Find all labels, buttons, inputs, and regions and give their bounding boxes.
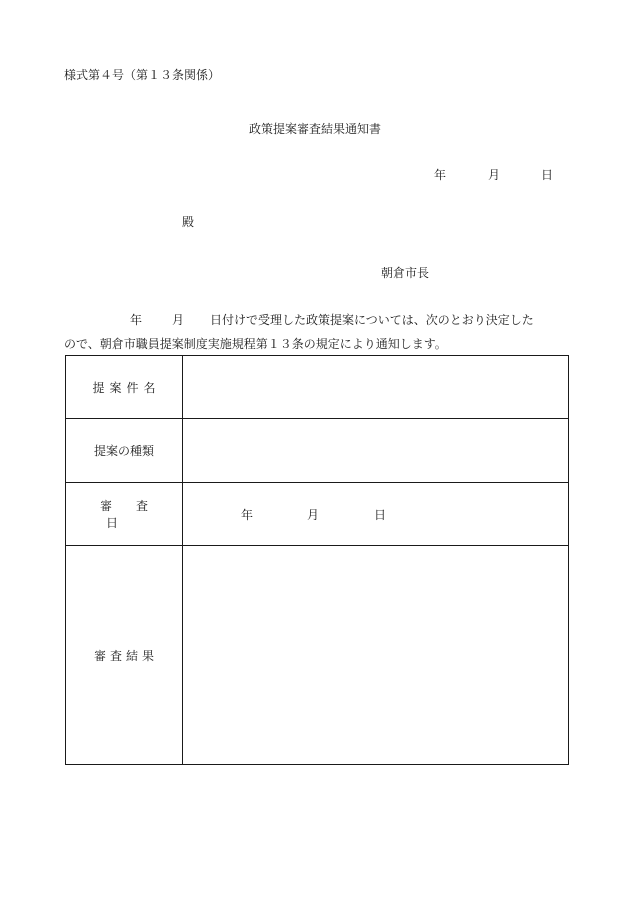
addressee-honorific: 殿 — [182, 215, 195, 229]
proposal-name-label-cell — [66, 356, 183, 419]
review-result-value[interactable] — [183, 546, 569, 765]
table-row — [66, 546, 569, 765]
document-title: 政策提案審査結果通知書 — [248, 122, 381, 136]
review-date-day-label: 日 — [374, 508, 387, 522]
review-result-label: 審査結果 — [93, 648, 158, 663]
result-table — [65, 355, 569, 765]
proposal-name-label: 提案件名 — [92, 380, 161, 395]
proposal-type-label-cell — [66, 419, 183, 483]
proposal-name-value[interactable] — [183, 356, 569, 419]
table-row — [66, 356, 569, 419]
review-result-label-cell — [66, 546, 183, 765]
table-row — [66, 419, 569, 483]
review-date-month-label: 月 — [307, 508, 320, 522]
body-text-line-2: ので、朝倉市職員提案制度実施規程第１３条の規定により通知します。 — [64, 337, 447, 351]
body-year-label: 年 — [130, 313, 143, 327]
review-date-label: 審査日 — [99, 499, 172, 530]
body-text-line-1 — [64, 311, 574, 327]
sender-name: 朝倉市長 — [381, 266, 430, 280]
date-month-label: 月 — [488, 168, 501, 182]
date-year-label: 年 — [434, 168, 447, 182]
body-month-label: 月 — [172, 313, 185, 327]
table-row — [66, 483, 569, 546]
review-date-value[interactable] — [183, 483, 569, 546]
form-number: 様式第４号（第１３条関係） — [64, 68, 221, 82]
body-text-rest: 日付けで受理した政策提案については、次のとおり決定した — [210, 313, 534, 327]
proposal-type-value[interactable] — [183, 419, 569, 483]
date-day-label: 日 — [541, 168, 554, 182]
review-date-year-label: 年 — [241, 508, 254, 522]
review-date-label-cell — [66, 483, 183, 546]
proposal-type-label: 提案の種類 — [93, 444, 154, 458]
